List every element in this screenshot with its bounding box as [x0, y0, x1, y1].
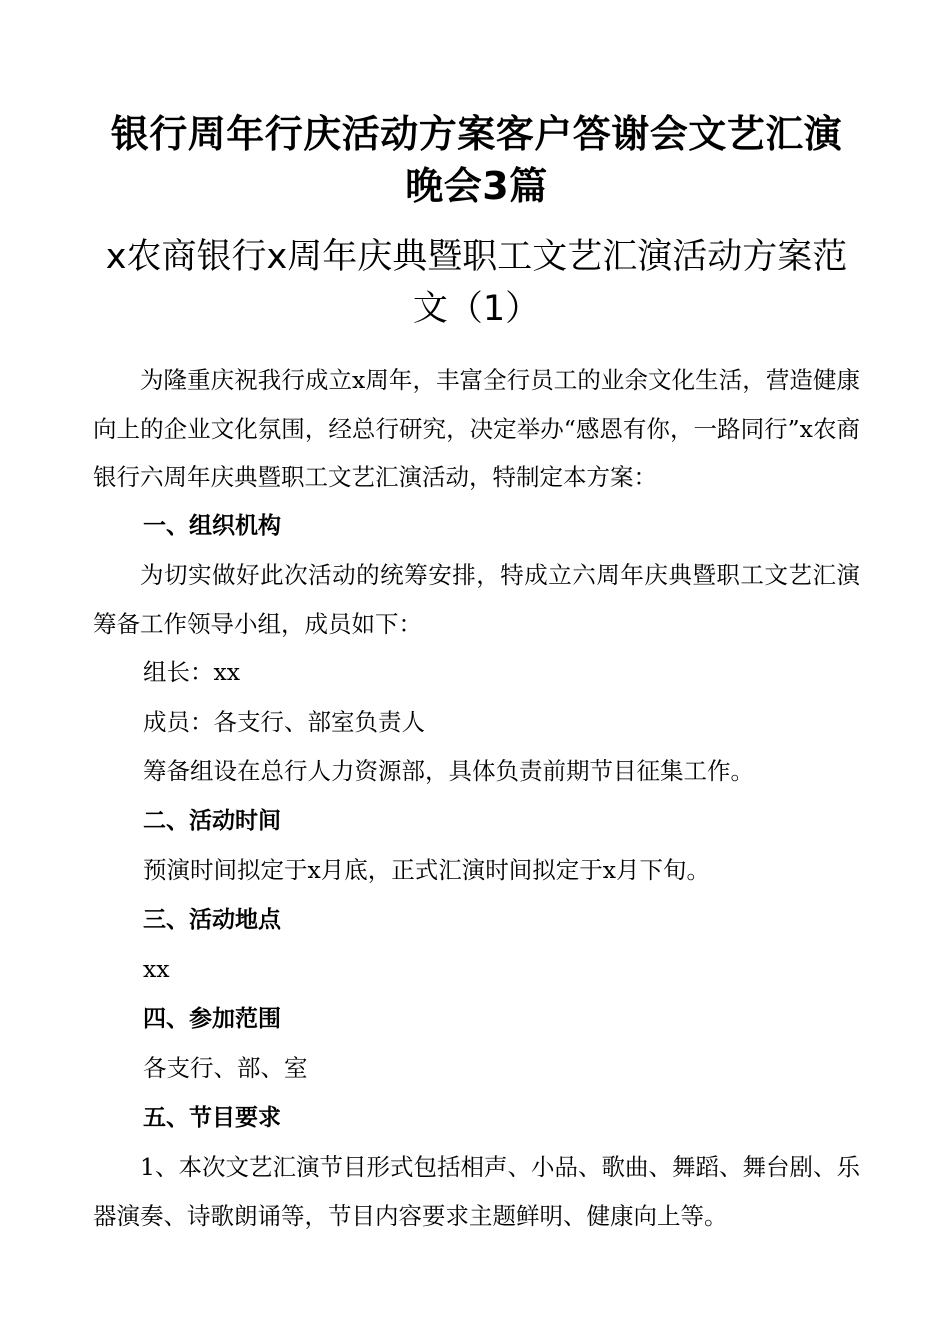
section-heading-requirements: 五、节目要求 [143, 1104, 281, 1131]
requirements-item-1: 1、本次文艺汇演节目形式包括相声、小品、歌曲、舞蹈、舞台剧、乐器演奏、诗歌朗诵等，节目内容要求主题鲜明、健康向上等。 [93, 1153, 860, 1230]
section-heading-organization: 一、组织机构 [143, 512, 281, 539]
section-heading-location: 三、活动地点 [143, 906, 281, 933]
section-heading-scope: 四、参加范围 [143, 1005, 281, 1032]
document-subtitle: x农商银行x周年庆典暨职工文艺汇演活动方案范文（1） [105, 237, 848, 329]
time-text: 预演时间拟定于x月底，正式汇演时间拟定于x月下旬。 [143, 856, 711, 884]
organization-note: 筹备组设在总行人力资源部，具体负责前期节目征集工作。 [143, 757, 754, 785]
intro-paragraph: 为隆重庆祝我行成立x周年，丰富全行员工的业余文化生活，营造健康向上的企业文化氛围，经总行研究，决定举办“感恩有你，一路同行”x农商银行六周年庆典暨职工文艺汇演活动，特制定本方案： [93, 366, 860, 491]
organization-members: 成员：各支行、部室负责人 [143, 707, 425, 736]
location-text: xx [143, 955, 170, 983]
section-heading-time: 二、活动时间 [143, 807, 281, 834]
document-body [93, 356, 860, 1240]
scope-text: 各支行、部、室 [143, 1054, 308, 1082]
organization-leader: 组长：xx [143, 658, 241, 686]
organization-paragraph: 为切实做好此次活动的统筹安排，特成立六周年庆典暨职工文艺汇演筹备工作领导小组，成员如下： [93, 561, 860, 638]
document-title: 银行周年行庆活动方案客户答谢会文艺汇演晚会3篇 [110, 112, 843, 208]
